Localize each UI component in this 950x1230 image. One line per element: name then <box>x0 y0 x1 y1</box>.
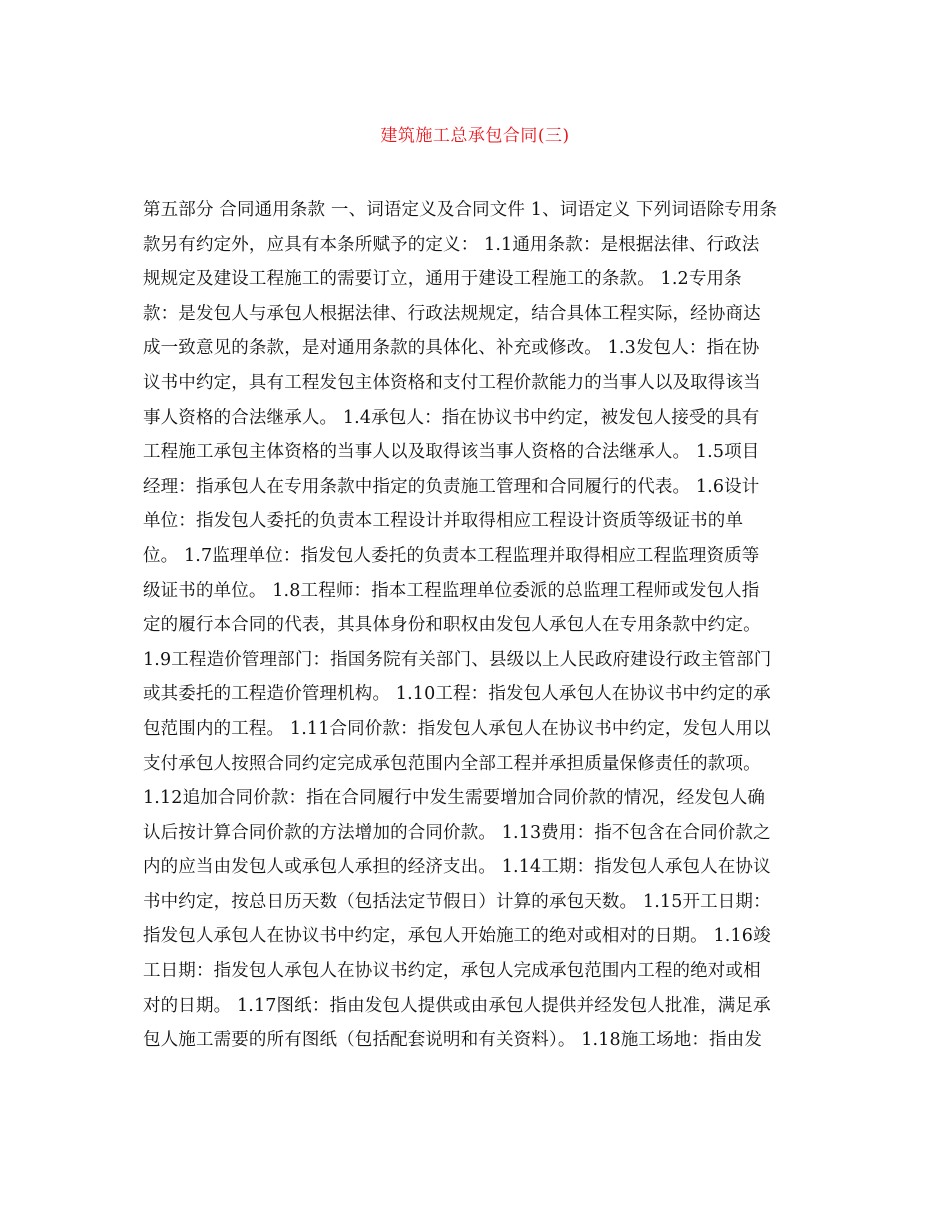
body-line: 款另有约定外，应具有本条所赋予的定义： 1.1通用条款：是根据法律、行政法 <box>143 234 760 255</box>
body-line: 认后按计算合同价款的方法增加的合同价款。 1.13费用：指不包含在合同价款之 <box>143 822 771 843</box>
body-line: 包人施工需要的所有图纸（包括配套说明和有关资料）。 1.18施工场地：指由发 <box>143 1030 762 1051</box>
body-line: 1.12追加合同价款：指在合同履行中发生需要增加合同价款的情况，经发包人确 <box>143 788 766 809</box>
body-line: 经理：指承包人在专用条款中指定的负责施工管理和合同履行的代表。 1.6设计 <box>143 476 760 497</box>
body-line: 内的应当由发包人或承包人承担的经济支出。 1.14工期：指发包人承包人在协议 <box>143 857 771 878</box>
body-line: 位。 1.7监理单位：指发包人委托的负责本工程监理并取得相应工程监理资质等 <box>143 545 760 566</box>
body-line: 工日期：指发包人承包人在协议书约定，承包人完成承包范围内工程的绝对或相 <box>143 961 761 982</box>
body-line: 或其委托的工程造价管理机构。 1.10工程：指发包人承包人在协议书中约定的承 <box>143 684 771 705</box>
body-line: 级证书的单位。 1.8工程师：指本工程监理单位委派的总监理工程师或发包人指 <box>143 580 760 601</box>
body-line: 款：是发包人与承包人根据法律、行政法规规定，结合具体工程实际，经协商达 <box>143 303 761 324</box>
body-line: 定的履行本合同的代表，其具体身份和职权由发包人承包人在专用条款中约定。 <box>143 615 761 636</box>
body-line: 成一致意见的条款，是对通用条款的具体化、补充或修改。 1.3发包人：指在协 <box>143 338 760 359</box>
body-line: 规规定及建设工程施工的需要订立，通用于建设工程施工的条款。 1.2专用条 <box>143 269 742 290</box>
body-line: 支付承包人按照合同约定完成承包范围内全部工程并承担质量保修责任的款项。 <box>143 753 761 774</box>
body-line: 事人资格的合法继承人。 1.4承包人：指在协议书中约定，被发包人接受的具有 <box>143 407 760 428</box>
body-line: 议书中约定，具有工程发包主体资格和支付工程价款能力的当事人以及取得该当 <box>143 372 761 393</box>
body-line: 1.9工程造价管理部门：指国务院有关部门、县级以上人民政府建设行政主管部门 <box>143 649 772 670</box>
body-line: 书中约定，按总日历天数（包括法定节假日）计算的承包天数。 1.15开工日期： <box>143 891 771 912</box>
body-line: 包范围内的工程。 1.11合同价款：指发包人承包人在协议书中约定，发包人用以 <box>143 718 771 739</box>
document-body <box>143 193 813 1058</box>
body-line: 对的日期。 1.17图纸：指由发包人提供或由承包人提供并经发包人批准，满足承 <box>143 995 771 1016</box>
body-line: 单位：指发包人委托的负责本工程设计并取得相应工程设计资质等级证书的单 <box>143 511 744 532</box>
document-title: 建筑施工总承包合同(三) <box>380 126 570 146</box>
body-line: 指发包人承包人在协议书中约定，承包人开始施工的绝对或相对的日期。 1.16竣 <box>143 926 771 947</box>
body-line: 工程施工承包主体资格的当事人以及取得该当事人资格的合法继承人。 1.5项目 <box>143 442 760 463</box>
body-line: 第五部分 合同通用条款 一、词语定义及合同文件 1、词语定义 下列词语除专用条 <box>143 200 778 220</box>
